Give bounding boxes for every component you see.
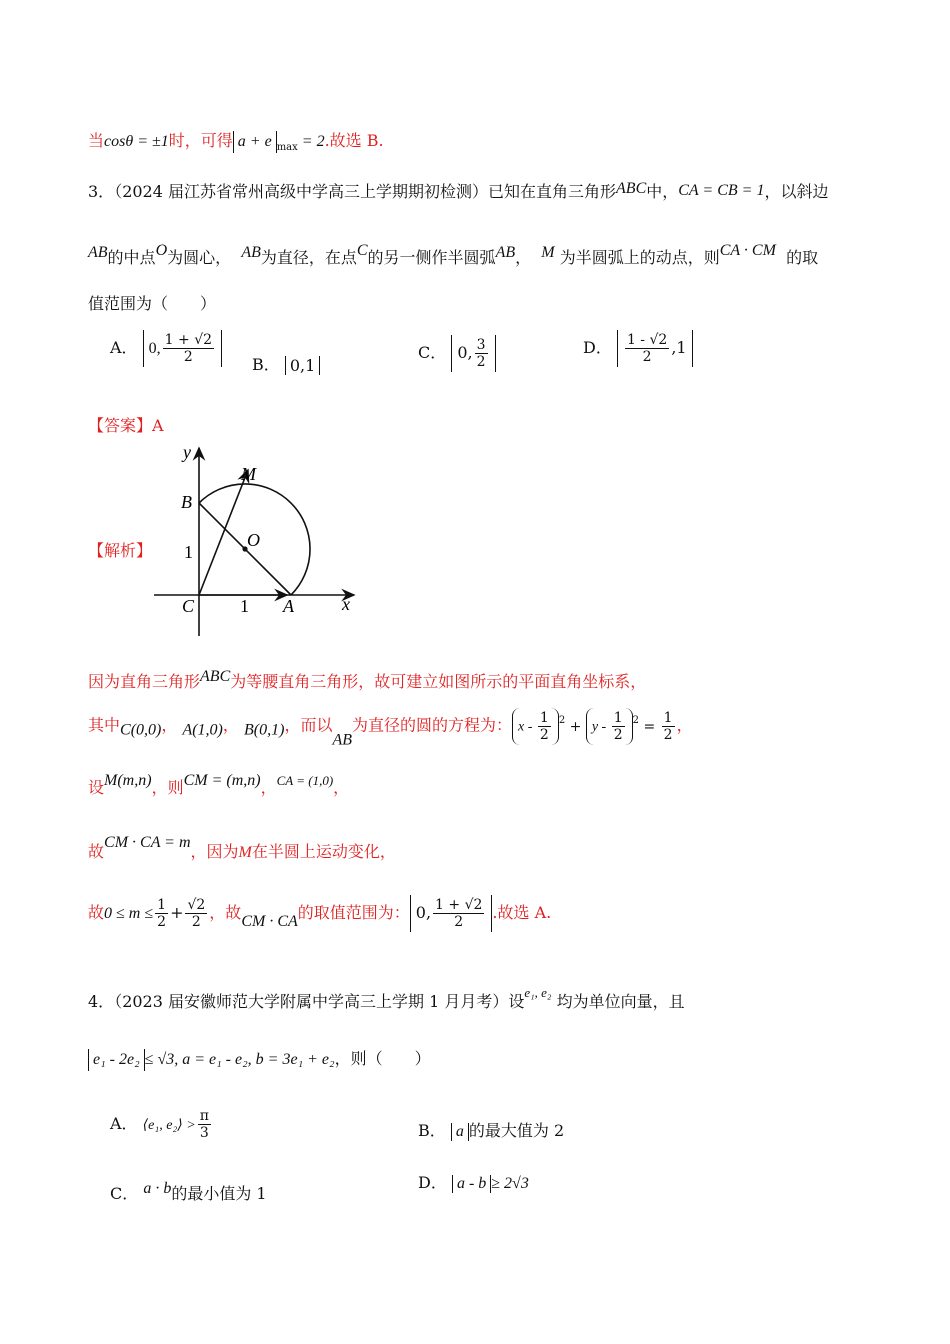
coordinate-figure — [150, 440, 365, 640]
math-cos-condition: cosθ = ±1 — [104, 133, 169, 150]
text: 已知在直角三角形 — [488, 182, 617, 201]
text: 因为直角三角形 — [88, 672, 201, 691]
paren-group — [512, 708, 559, 745]
option-label: C． — [418, 343, 447, 362]
numerator: 1 — [157, 897, 167, 913]
text: 时，可得 — [168, 131, 233, 150]
math-abs: a — [451, 1123, 469, 1141]
math: ABC — [200, 668, 231, 685]
text: 的中点 — [107, 248, 156, 267]
q3-option-b[interactable] — [252, 352, 320, 375]
denominator: 2 — [642, 349, 652, 365]
text: ，则（ ） — [334, 1049, 431, 1068]
text: .故选 A. — [492, 903, 552, 922]
label-o: O — [247, 530, 260, 550]
math: CA = (1,0) — [276, 773, 334, 788]
q3-stem-line3 — [88, 293, 216, 315]
math: a · b — [143, 1180, 172, 1197]
label-b: B — [181, 492, 192, 512]
option-label: D． — [418, 1173, 447, 1192]
text: ， — [260, 778, 277, 797]
math: M — [541, 244, 555, 261]
q3-option-c[interactable] — [418, 335, 496, 372]
text: 在半圆上运动变化， — [251, 842, 396, 861]
math-condition: ≤ √3, a = e₁ - e₂, b = 3e₁ + e₂ — [144, 1051, 335, 1068]
denominator: 2 — [476, 354, 486, 370]
text: 为圆心， — [167, 248, 232, 267]
text: 为直径的圆的方程为： — [352, 715, 513, 735]
text: 中， — [646, 182, 679, 201]
text: 故 — [88, 903, 105, 922]
fraction — [155, 897, 168, 930]
math: ,1 — [671, 338, 687, 357]
text: 为直径，在点 — [260, 248, 357, 267]
fraction — [662, 710, 675, 743]
vector-cm — [199, 470, 248, 595]
label-a: A — [283, 596, 294, 616]
numerator: 1 + √2 — [164, 332, 213, 348]
interval — [410, 895, 493, 932]
math: M — [238, 844, 252, 861]
text: 当 — [88, 131, 105, 150]
math-abs-a-plus-e — [233, 131, 277, 153]
label-one-x: 1 — [240, 596, 249, 616]
math: C — [356, 242, 368, 259]
interval — [451, 335, 495, 372]
interval — [143, 330, 222, 367]
solution-line3 — [88, 770, 349, 799]
math: CM · CA = m — [104, 834, 191, 851]
math: a + e — [237, 133, 272, 150]
math: AB — [241, 244, 261, 261]
question-number: 3． — [88, 182, 115, 201]
numerator: 1 + √2 — [435, 897, 483, 913]
fraction — [538, 710, 551, 743]
q3-option-a[interactable] — [110, 330, 222, 367]
q4-option-d[interactable] — [418, 1170, 529, 1193]
math: x - — [518, 719, 536, 735]
text: ， — [676, 715, 693, 735]
math: + — [565, 718, 586, 735]
denominator: 2 — [613, 727, 623, 743]
exponent: 2 — [558, 714, 566, 726]
label-x: x — [342, 594, 350, 614]
exponent: 2 — [632, 714, 640, 726]
text: 故 — [88, 842, 105, 861]
paren-group — [586, 708, 633, 745]
label-y: y — [183, 442, 191, 462]
text: ， — [161, 715, 178, 735]
prev-answer-line — [88, 130, 384, 159]
text: ，以斜边 — [764, 182, 829, 201]
math-condition: CA = CB = 1 — [678, 182, 765, 199]
math: + — [170, 903, 184, 922]
text: ，因为 — [190, 842, 239, 861]
solution-line4 — [88, 832, 396, 864]
text: 的另一侧作半圆弧 — [367, 248, 496, 267]
math-abs: e₁ - 2e₂ — [88, 1049, 145, 1071]
math: 0, — [415, 903, 432, 922]
fraction — [612, 710, 625, 743]
option-label: B． — [418, 1121, 446, 1140]
math: 0, — [148, 340, 161, 357]
denominator: 2 — [454, 914, 464, 930]
math: AB — [332, 731, 352, 749]
math-abs: a - b — [452, 1175, 491, 1193]
numerator: π — [199, 1108, 209, 1124]
text: .故选 B. — [324, 131, 384, 150]
option-label: C． — [110, 1184, 139, 1203]
math: O — [155, 242, 168, 259]
math: = — [639, 718, 660, 735]
q3-option-d[interactable] — [583, 330, 693, 367]
fraction — [625, 332, 669, 365]
option-label: B． — [252, 355, 280, 374]
label-one-y: 1 — [184, 542, 193, 562]
text: 其中 — [88, 715, 121, 735]
label-c: C — [182, 596, 195, 616]
solution-line2 — [88, 708, 693, 752]
text: 的取值范围为： — [297, 903, 410, 922]
option-label: A． — [110, 338, 138, 357]
solution-line1 — [88, 666, 646, 693]
text: 设 — [88, 778, 105, 797]
solution-line5 — [88, 895, 551, 933]
numerator: 1 — [539, 710, 549, 726]
text: ， — [515, 248, 532, 267]
math-eq: = 2 — [297, 133, 325, 150]
q4-stem-line2 — [88, 1048, 431, 1071]
denominator: 2 — [539, 727, 549, 743]
math: ≥ 2√3 — [491, 1175, 529, 1192]
math: 0,1 — [289, 356, 316, 375]
text: 为等腰直角三角形，故可建立如图所示的平面直角坐标系， — [230, 672, 647, 691]
math: C(0,0) — [120, 721, 162, 739]
fraction — [198, 1108, 211, 1141]
text: 为半圆弧上的动点，则 — [559, 248, 720, 267]
circle-equation — [512, 710, 677, 743]
text: ，故 — [209, 903, 242, 922]
analysis-tag: 【解析】 — [88, 541, 153, 560]
math: CM = (m,n) — [183, 772, 261, 789]
q4-option-c[interactable] — [110, 1180, 267, 1204]
answer-line — [88, 415, 164, 437]
denominator: 2 — [157, 914, 167, 930]
denominator: 2 — [191, 914, 201, 930]
numerator: 3 — [476, 337, 486, 353]
question-number: 4． — [88, 992, 115, 1011]
text: 值范围为（ ） — [88, 294, 217, 313]
question-source: （2024 届江苏省常州高级中学高三上学期期初检测） — [114, 182, 488, 201]
math: AB — [495, 244, 516, 261]
q4-option-b[interactable] — [418, 1118, 564, 1141]
math: y - — [591, 719, 610, 735]
interval — [617, 330, 693, 367]
math: 0, — [457, 343, 473, 362]
math: ABC — [616, 180, 647, 197]
q4-option-a[interactable] — [110, 1108, 213, 1141]
question-source: （2023 届安徽师范大学附属中学高三上学期 1 月月考） — [114, 992, 509, 1011]
fraction — [163, 332, 214, 365]
math: A(1,0) — [182, 721, 223, 739]
numerator: 1 — [663, 710, 673, 726]
math: ⟨e₁, e₂⟩ > — [142, 1118, 196, 1133]
answer-value: A — [152, 416, 164, 435]
label-m: M — [241, 464, 256, 484]
q3-stem-line2 — [88, 240, 818, 269]
subscript-max: max — [276, 142, 298, 153]
denominator: 2 — [183, 349, 193, 365]
text: 均为单位向量，且 — [556, 992, 685, 1011]
text: ，则 — [151, 778, 184, 797]
text: 设 — [508, 992, 525, 1011]
numerator: √2 — [187, 897, 206, 913]
math: M(m,n) — [104, 772, 152, 789]
denominator: 2 — [663, 727, 673, 743]
q4-stem-line1 — [88, 982, 685, 1013]
option-label: D． — [583, 338, 612, 357]
math: 0 ≤ m ≤ — [104, 905, 154, 922]
numerator: 1 — [613, 710, 623, 726]
answer-tag: 【答案】 — [88, 416, 153, 435]
text: ，而以 — [284, 715, 333, 735]
math: AB — [88, 244, 108, 261]
math: e₁, e₂ — [524, 985, 552, 1000]
math: CM · CA — [241, 913, 298, 930]
text: ， — [333, 778, 350, 797]
analysis-line — [88, 540, 152, 562]
text: ， — [222, 715, 239, 735]
fraction — [475, 337, 488, 370]
numerator: 1 - √2 — [626, 332, 668, 348]
text: 的取 — [786, 248, 819, 267]
text: 的最小值为 1 — [171, 1184, 267, 1203]
q3-stem-line1 — [88, 178, 828, 203]
math-dot-product: CA · CM — [719, 242, 776, 259]
math: B(0,1) — [244, 721, 285, 739]
denominator: 3 — [199, 1125, 209, 1141]
fraction — [185, 897, 207, 930]
option-label: A． — [110, 1114, 138, 1133]
interval — [285, 356, 320, 375]
text: 的最大值为 2 — [468, 1121, 565, 1140]
fraction — [433, 897, 484, 930]
